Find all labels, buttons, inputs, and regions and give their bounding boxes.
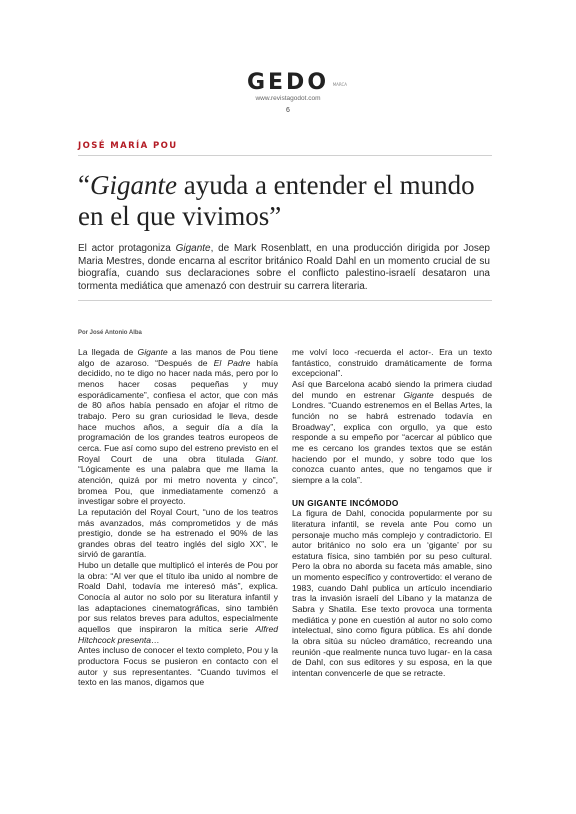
masthead [0,72,576,114]
interviewee-name: JOSÉ MARÍA POU [78,141,178,151]
lead-text-rest: , de Mark Rosenblatt, en una producción dirigida por Josep Maria Mestres, donde encarna al escritor británico Roald Dahl en un momento crucial de su biografía, cuando sus declaraciones sobre el conflicto palestino-israelí desataron una tormenta mediática que amenazó con destruir su carrera literaria. [78,243,490,292]
logo-text: GEDO [246,70,330,95]
website-url[interactable]: www.revistagodot.com [255,95,321,102]
divider-top [78,155,492,156]
body-paragraph: me volví loco -recuerda el actor-. Era un texto fantástico, construido dramáticamente de forma excepcional”. [292,347,492,379]
left-column [78,347,278,688]
headline-quote: “ [78,170,90,200]
body-paragraph: Así que Barcelona acabó siendo la primera ciudad del mundo en estrenar Gigante después de Londres. “Cuando estrenemos en el Bellas Artes, la función no se habrá estrenado todavía en Broadway”, explica con orgullo, ya que esto responde a su empeño por “acercar al público que me es cercano los grandes textos que se están haciendo por el mundo, y sobre todo que los conozca cuanto antes, que no tengamos que ir siempre a la cola”. [292,378,492,485]
lead-text: El actor protagoniza [78,243,176,254]
right-column [292,347,492,679]
body-paragraph: La reputación del Royal Court, “uno de los teatros más avanzados, más comprometidos y de más prestigio, donde se ha estrenado el 90% de las grandes obras del teatro inglés del siglo XX”, le sirvió de garantía. [78,506,278,560]
body-paragraph: Antes incluso de conocer el texto completo, Pou y la productora Focus se pusieron en contacto con el autor y sus representantes. “Cuando tuvimos el texto en las manos, digamos que [78,645,278,688]
page-number: 6 [286,107,290,114]
body-paragraph: La figura de Dahl, conocida popularmente por su literatura infantil, se revela ante Pou como un personaje mucho más complejo y contradictorio. El autor británico no solo era un ‘gigante’ por su estatura física, sino también por su peso cultural. Pero la obra no aborda su faceta más amable, sino un momento específico y controvertido: el verano de 1983, cuando Dahl publica un artículo incendiario tras la invasión israelí del Líbano y la matanza de Sabra y Shatila. Ese texto provoca una tormenta mediática y pone en cuestión al autor no solo como intelectual, sino como figura pública. Es ahí donde la obra sitúa su núcleo dramático, recreando una reunión -que realmente nunca tuvo lugar- en la casa de Dahl, con sus editores y su esposa, en la que intentan convencerle de que se retracte. [292,508,492,679]
lead-paragraph [78,243,490,293]
author-credit: Por José Antonio Alba [78,330,142,336]
magazine-logo [246,70,348,95]
logo-superscript: MARCA [332,82,348,87]
headline-italic: Gigante [89,170,177,200]
divider-bottom [78,300,492,301]
body-paragraph: La llegada de Gigante a las manos de Pou tiene algo de azaroso. “Después de El Padre había decidido, no te digo no hacer nada más, pero por lo menos hacer cosas pequeñas y muy esporádicamente”, confiesa el actor, que con más de 80 años había pensado en afojar el ritmo de trabajo. Pero su gran curiosidad le lleva, desde hace muchos años, a seguir día a día la programación de los grandes teatros europeos de cerca. Fue así como supo del estreno previsto en el Royal Court de una obra titulada Giant. “Lógicamente es una palabra que me llama la atención, quizá por mi metro noventa y cinco”, bromea Pou, que inmediatamente comenzó a investigar sobre el proyecto. [78,347,279,507]
headline-rest: ayuda a entender el mundo en el que vivimos” [78,170,475,231]
body-paragraph: Hubo un detalle que multiplicó el interés de Pou por la obra: “Al ver que el título iba unido al nombre de Roald Dahl, todavía me interesó más”, explica. Conocía al autor no solo por su literatura infantil y las adaptaciones cinematográficas, sino también por sus relatos breves para adultos, especialmente aquellos que inspiraron la mítica serie Alfred Hitchcock presenta… [78,560,278,645]
headline [78,170,498,232]
section-subhead: UN GIGANTE INCÓMODO [292,497,399,508]
lead-italic: Gigante [175,243,211,254]
